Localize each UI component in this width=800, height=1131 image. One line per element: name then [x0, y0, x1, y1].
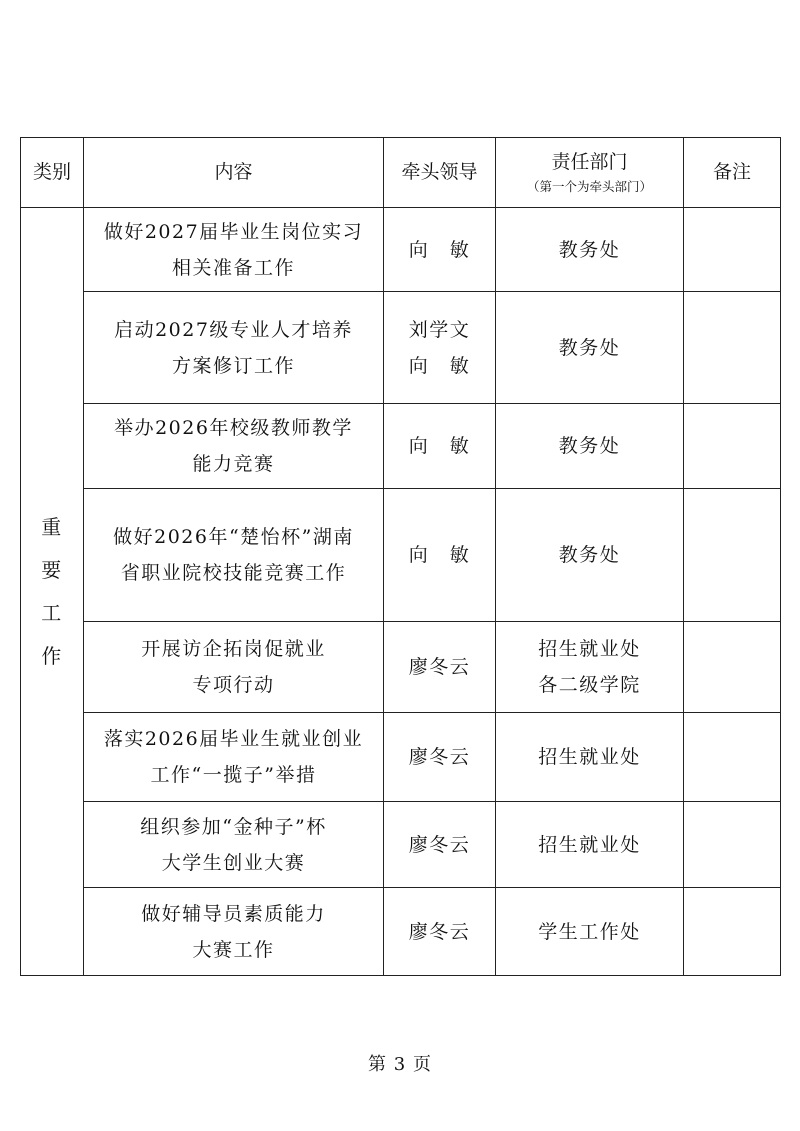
leader-cell-line: 廖冬云: [408, 833, 471, 856]
content-cell: [84, 713, 384, 802]
department-cell: [496, 489, 684, 622]
department-cell-line: 招生就业处: [538, 638, 641, 660]
remark-cell: [684, 888, 781, 976]
leader-cell-line: 向 敏: [408, 544, 471, 566]
table-row: [21, 292, 781, 404]
category-char: 要: [41, 557, 63, 582]
content-cell: [84, 292, 384, 404]
table-row: [21, 713, 781, 802]
department-cell-line: 教务处: [558, 435, 621, 457]
leader-cell: [384, 713, 496, 802]
remark-cell: [684, 292, 781, 404]
leader-cell: [384, 802, 496, 888]
content-cell-line: 工作“一揽子”举措: [150, 764, 317, 786]
leader-cell: [384, 292, 496, 404]
content-cell-line: 做好2027届毕业生岗位实习: [103, 220, 364, 243]
table-row: [21, 622, 781, 713]
leader-cell-line: 廖冬云: [408, 746, 471, 768]
department-cell-line: 各二级学院: [538, 674, 641, 696]
header-leader: 牵头领导: [384, 138, 496, 208]
content-cell: [84, 489, 384, 622]
header-department-note: （第一个为牵头部门）: [526, 179, 652, 195]
content-cell-line: 省职业院校技能竞赛工作: [120, 562, 347, 584]
header-row: [21, 138, 781, 208]
table-body: [21, 208, 781, 976]
content-cell-line: 举办2026年校级教师教学: [114, 417, 353, 439]
content-cell: [84, 802, 384, 888]
remark-cell: [684, 802, 781, 888]
table-row: [21, 208, 781, 292]
category-char: 重: [41, 514, 63, 539]
category-char: 工: [41, 600, 63, 625]
content-cell-line: 启动2027级专业人才培养: [114, 318, 353, 341]
remark-cell: [684, 404, 781, 489]
work-plan-table: [20, 137, 781, 976]
department-cell: [496, 802, 684, 888]
department-cell-line: 教务处: [558, 544, 621, 566]
content-cell-line: 大赛工作: [192, 938, 275, 961]
content-cell: [84, 404, 384, 489]
content-cell-line: 相关准备工作: [171, 256, 295, 279]
table-row: [21, 404, 781, 489]
department-cell-line: 教务处: [558, 336, 621, 359]
leader-cell: [384, 404, 496, 489]
leader-cell: [384, 489, 496, 622]
content-cell-line: 做好2026年“楚怡杯”湖南: [113, 526, 354, 548]
header-content: 内容: [84, 138, 384, 208]
department-cell: [496, 404, 684, 489]
leader-cell: [384, 208, 496, 292]
content-cell: [84, 622, 384, 713]
category-cell: [21, 208, 84, 976]
content-cell-line: 大学生创业大赛: [161, 851, 306, 874]
department-cell: [496, 208, 684, 292]
leader-cell: [384, 888, 496, 976]
leader-cell-line: 向 敏: [408, 435, 471, 457]
department-cell: [496, 713, 684, 802]
header-department: [496, 138, 684, 208]
table-row: [21, 888, 781, 976]
table-row: [21, 489, 781, 622]
leader-cell-line: 廖冬云: [408, 920, 471, 943]
header-remark: 备注: [684, 138, 781, 208]
remark-cell: [684, 208, 781, 292]
content-cell-line: 方案修订工作: [171, 354, 295, 377]
leader-cell: [384, 622, 496, 713]
department-cell: [496, 622, 684, 713]
leader-cell-line: 廖冬云: [408, 656, 471, 678]
remark-cell: [684, 713, 781, 802]
leader-cell-line: 刘学文: [408, 318, 471, 341]
content-cell-line: 开展访企拓岗促就业: [141, 638, 326, 660]
department-cell: [496, 888, 684, 976]
page-number: 第 3 页: [368, 1054, 432, 1075]
department-cell: [496, 292, 684, 404]
content-cell-line: 专项行动: [192, 674, 275, 696]
header-department-label: 责任部门: [551, 150, 628, 173]
remark-cell: [684, 489, 781, 622]
department-cell-line: 招生就业处: [538, 746, 641, 768]
table-row: [21, 802, 781, 888]
content-cell-line: 落实2026届毕业生就业创业: [103, 728, 364, 750]
header-category: 类别: [21, 138, 84, 208]
department-cell-line: 招生就业处: [538, 833, 641, 856]
department-cell-line: 学生工作处: [538, 920, 641, 943]
leader-cell-line: 向 敏: [408, 354, 471, 377]
content-cell-line: 做好辅导员素质能力: [141, 902, 326, 925]
category-char: 作: [41, 643, 63, 668]
content-cell: [84, 888, 384, 976]
content-cell-line: 组织参加“金种子”杯: [140, 815, 327, 838]
content-cell: [84, 208, 384, 292]
content-cell-line: 能力竞赛: [192, 453, 275, 475]
department-cell-line: 教务处: [558, 238, 621, 261]
leader-cell-line: 向 敏: [408, 238, 471, 261]
remark-cell: [684, 622, 781, 713]
